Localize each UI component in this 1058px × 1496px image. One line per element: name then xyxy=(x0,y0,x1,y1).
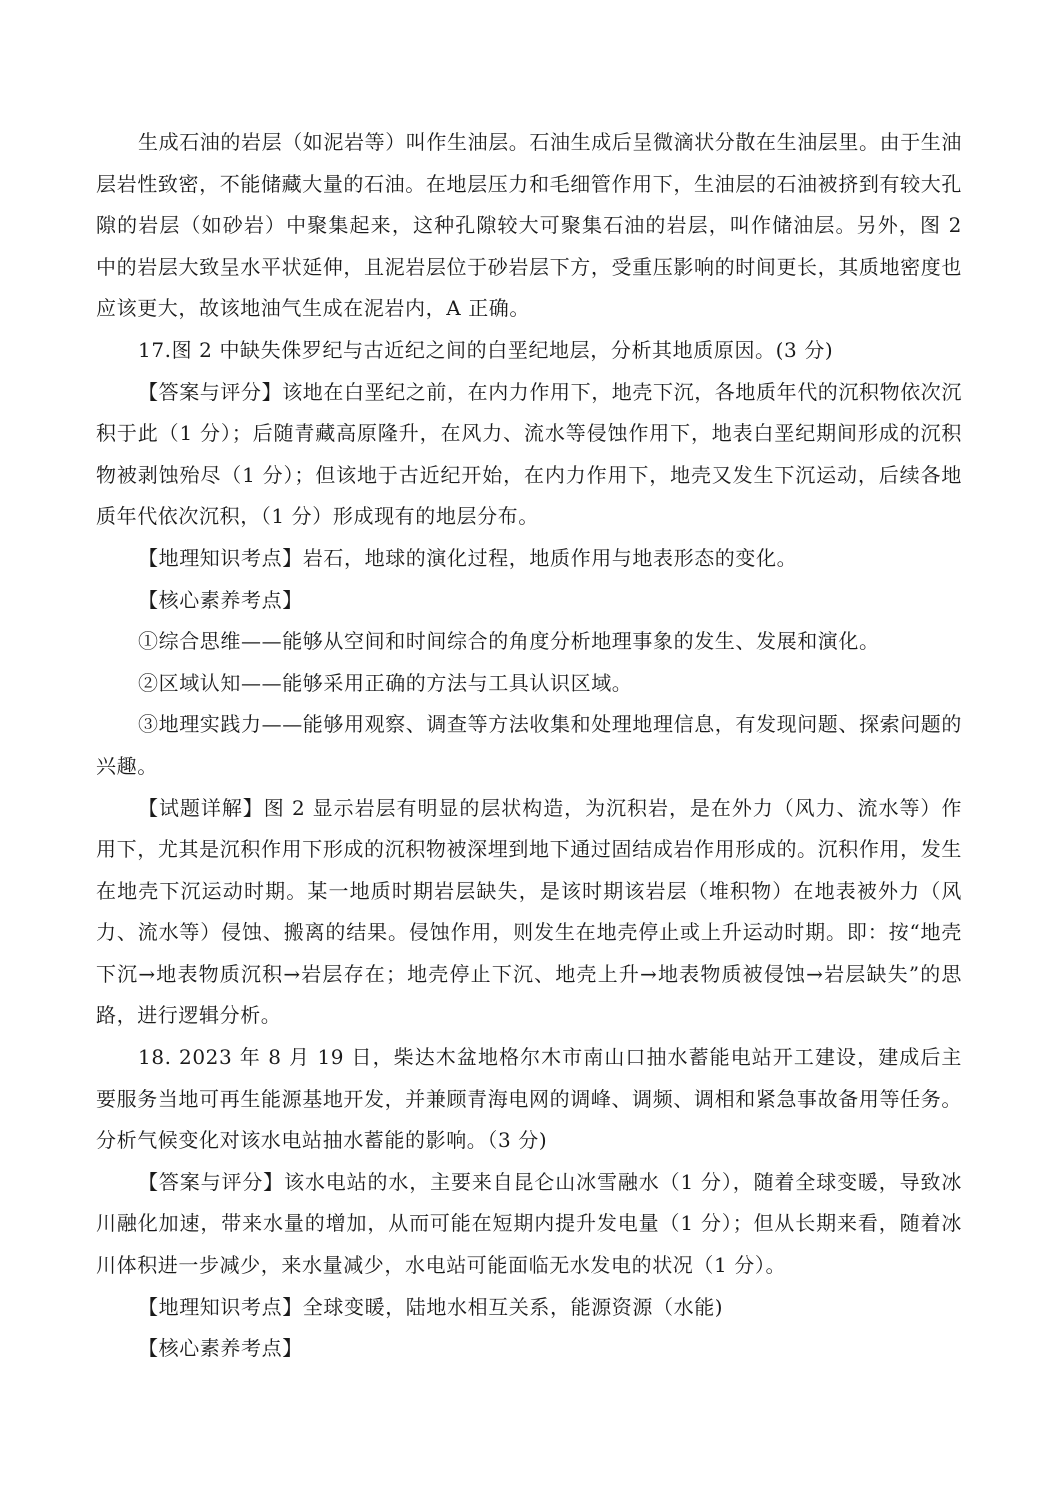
paragraph-oil-layers: 生成石油的岩层（如泥岩等）叫作生油层。石油生成后呈微滴状分散在生油层里。由于生油层岩性致密，不能储藏大量的石油。在地层压力和毛细管作用下，生油层的石油被挤到有较大孔隙的岩层（如砂岩）中聚集起来，这种孔隙较大可聚集石油的岩层，叫作储油层。另外，图 2 中的岩层大致呈水平状延伸，且泥岩层位于砂岩层下方，受重压影响的时间更长，其质地密度也应该更大，故该地油气生成在泥岩内，A 正确。 xyxy=(96,130,962,321)
literacy-item-2: ②区域认知——能够采用正确的方法与工具认识区域。 xyxy=(138,670,633,695)
core-literacy-heading-18: 【核心素养考点】 xyxy=(138,1336,303,1361)
question-17: 17.图 2 中缺失侏罗纪与古近纪之间的白垩纪地层，分析其地质原因。(3 分) xyxy=(138,337,834,362)
literacy-item-1: ①综合思维——能够从空间和时间综合的角度分析地理事象的发生、发展和演化。 xyxy=(138,629,880,654)
knowledge-points-17: 【地理知识考点】岩石，地球的演化过程，地质作用与地表形态的变化。 xyxy=(138,545,798,570)
document-page xyxy=(96,122,962,1370)
core-literacy-heading-17: 【核心素养考点】 xyxy=(138,587,303,612)
knowledge-points-18: 【地理知识考点】全球变暖，陆地水相互关系，能源资源（水能) xyxy=(138,1294,724,1319)
question-18: 18. 2023 年 8 月 19 日，柴达木盆地格尔木市南山口抽水蓄能电站开工建设，建成后主要服务当地可再生能源基地开发，并兼顾青海电网的调峰、调频、调相和紧急事故备用等任务。分析气候变化对该水电站抽水蓄能的影响。（3 分) xyxy=(96,1045,962,1153)
literacy-item-3: ③地理实践力——能够用观察、调查等方法收集和处理地理信息，有发现问题、探索问题的兴趣。 xyxy=(96,712,962,778)
answer-18: 【答案与评分】该水电站的水，主要来自昆仑山冰雪融水（1 分），随着全球变暖，导致冰川融化加速，带来水量的增加，从而可能在短期内提升发电量（1 分）；但从长期来看，随着冰川体积进一步减少，来水量减少，水电站可能面临无水发电的状况（1 分）。 xyxy=(96,1169,962,1278)
answer-17: 【答案与评分】该地在白垩纪之前，在内力作用下，地壳下沉，各地质年代的沉积物依次沉积于此（1 分）；后随青藏高原隆升，在风力、流水等侵蚀作用下，地表白垩纪期间形成的沉积物被剥蚀殆尽（1 分）；但该地于古近纪开始，在内力作用下，地壳又发生下沉运动，后续各地质年代依次沉积，（1 分）形成现有的地层分布。 xyxy=(96,379,962,529)
detailed-explanation-17: 【试题详解】图 2 显示岩层有明显的层状构造，为沉积岩，是在外力（风力、流水等）作用下，尤其是沉积作用下形成的沉积物被深埋到地下通过固结成岩作用形成的。沉积作用，发生在地壳下沉运动时期。某一地质时期岩层缺失，是该时期该岩层（堆积物）在地表被外力（风力、流水等）侵蚀、搬离的结果。侵蚀作用，则发生在地壳停止或上升运动时期。即：按“地壳下沉→地表物质沉积→岩层存在；地壳停止下沉、地壳上升→地表物质被侵蚀→岩层缺失”的思路，进行逻辑分析。 xyxy=(96,795,962,1028)
